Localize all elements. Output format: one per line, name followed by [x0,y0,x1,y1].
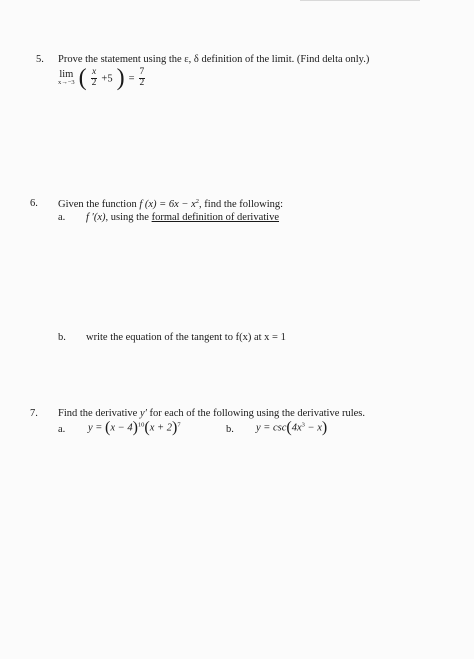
q5-prompt: Prove the statement using the ε, δ definition of the limit. (Find delta only.) [58,54,370,65]
left-paren: ( [78,65,87,91]
q6a-label: a. [58,212,66,223]
q7-prompt: Find the derivative y′ for each of the following using the derivative rules. [58,408,366,419]
equals-sign: = [128,73,135,85]
q7a-expression: $y = (x - 4)^{10}(x + 2)^7$ [88,419,181,436]
q6b-prompt: write the equation of the tangent to f(x) at x = 1 [86,332,286,343]
scan-edge-mark [300,0,420,1]
q6-number: 6. [30,198,38,209]
q6-prompt: Given the function f $(x) = 6x - x^2$, find the following: [58,198,284,210]
q5-number: 5. [36,54,44,65]
formal-definition-underlined: formal definition of derivative [151,212,280,223]
right-paren: ) [116,65,125,91]
q6b-label: b. [58,332,66,343]
function-expression: f (x) = 6x − x [139,199,196,210]
plus-five: +5 [101,73,113,85]
q6a-prompt: f ′(x), using the formal definition of derivative [86,212,280,223]
fraction-x-over-2: $\frac{x}{2}$ [91,67,97,88]
q7a-label: a. [58,424,66,435]
fraction-7-over-2: $\frac{7}{2}$ [139,67,145,88]
q5-limit-expression [58,66,145,90]
q7b-expression: $y = \csc(4x^3 - x)$ [256,419,328,436]
limit-operator: lim x→−3 [58,68,75,86]
q7-number: 7. [30,408,38,419]
q7b-label: b. [226,424,234,435]
